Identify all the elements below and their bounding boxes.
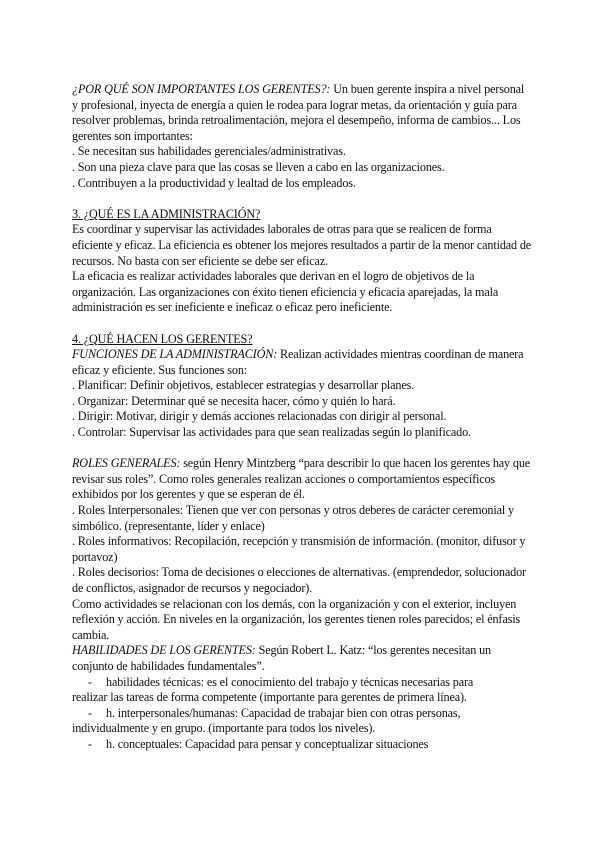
habilidad-first: h. interpersonales/humanas: Capacidad de trabajar bien con otras personas, (106, 705, 461, 720)
dash-bullet: - (88, 705, 92, 720)
s1-intro: Un buen gerente inspira a nivel personal y profesional, inyecta de energía a quien le rodea para lograr metas, da orientación y guía para resolver problemas, brinda retroalimentación, mejora el desempeño, informa de cambios... Los gerentes son importantes: (72, 82, 525, 143)
habilidad-cont: realizar las tareas de forma competente (importante para gerentes de primera línea). (72, 690, 467, 705)
roles-label: ROLES GENERALES: (72, 456, 181, 471)
roles-close: Como actividades se relacionan con los demás, con la organización y con el exterior, incluyen reflexión y acción. En niveles en la organización, los gerentes tienen roles parecidos; el énfasis cambia. (72, 596, 521, 642)
roles-paragraph (72, 456, 532, 503)
rol-item: . Roles informativos: Recopilación, recepción y transmisión de información. (monitor, difusor y portavoz) (72, 534, 526, 564)
habilidades-text: Según Robert L. Katz: “los gerentes necesitan un conjunto de habilidades fundamentales”. (72, 643, 491, 673)
habilidad-item (72, 706, 532, 722)
funciones-label: FUNCIONES DE LA ADMINISTRACIÓN: (72, 347, 278, 362)
habilidades-paragraph (72, 643, 532, 674)
s1-paragraph (72, 82, 532, 144)
dash-bullet: - (88, 674, 92, 689)
s1-item: . Son una pieza clave para que las cosas se lleven a cabo en las organizaciones. (72, 159, 445, 174)
habilidad-first: h. conceptuales: Capacidad para pensar y conceptualizar situaciones (106, 736, 429, 751)
habilidad-item (72, 737, 532, 753)
s3-heading: 4. ¿QUÉ HACEN LOS GERENTES? (72, 331, 253, 346)
funcion-item: . Dirigir: Motivar, dirigir y demás acciones relacionadas con dirigir al personal. (72, 409, 447, 424)
funcion-item: . Controlar: Supervisar las actividades para que sean realizadas según lo planificado. (72, 425, 471, 440)
s2-heading: 3. ¿QUÉ ES LA ADMINISTRACIÓN? (72, 206, 261, 221)
habilidad-first: habilidades técnicas: es el conocimiento del trabajo y técnicas necesarias para (106, 674, 474, 689)
roles-text: según Henry Mintzberg “para describir lo que hacen los gerentes hay que revisar sus roles”. Como roles generales realizan acciones o comportamientos específicos exhibidos por los gerentes y que se esperan de él. (72, 456, 531, 502)
funciones-paragraph (72, 347, 532, 378)
rol-item: . Roles decisorios: Toma de decisiones o elecciones de alternativas. (emprendedor, solucionador de conflictos, asignador de recursos y negociador). (72, 565, 526, 595)
rol-item: . Roles Interpersonales: Tienen que ver con personas y otros deberes de carácter ceremonial y simbólico. (representante, líder y enlace) (72, 503, 514, 533)
habilidades-label: HABILIDADES DE LOS GERENTES: (72, 643, 256, 658)
document-page (72, 82, 532, 753)
s2-paragraph: La eficacia es realizar actividades laborales que derivan en el logro de objetivos de la organización. Las organizaciones con éxito tienen eficiencia y eficacia aparejadas, la mala administración es ser ineficiente e ineficaz o eficaz pero ineficiente. (72, 269, 499, 315)
s1-item: . Contribuyen a la productividad y lealtad de los empleados. (72, 175, 356, 190)
s1-item: . Se necesitan sus habilidades gerenciales/administrativas. (72, 144, 346, 159)
funciones-text: Realizan actividades mientras coordinan de manera eficaz y eficiente. Sus funciones son: (72, 347, 524, 377)
funcion-item: . Organizar: Determinar qué se necesita hacer, cómo y quién lo hará. (72, 393, 396, 408)
s1-heading: ¿POR QUÉ SON IMPORTANTES LOS GERENTES?: (72, 82, 331, 96)
habilidad-cont: individualmente y en grupo. (importante para todos los niveles). (72, 721, 376, 736)
habilidad-item (72, 675, 532, 691)
s2-paragraph: Es coordinar y supervisar las actividades laborales de otras para que se realicen de forma eficiente y eficaz. La eficiencia es obtener los mejores resultados a partir de la menor cantidad de recursos. No basta con ser eficiente se debe ser eficaz. (72, 222, 532, 268)
dash-bullet: - (88, 736, 92, 751)
funcion-item: . Planificar: Definir objetivos, establecer estrategias y desarrollar planes. (72, 378, 415, 393)
